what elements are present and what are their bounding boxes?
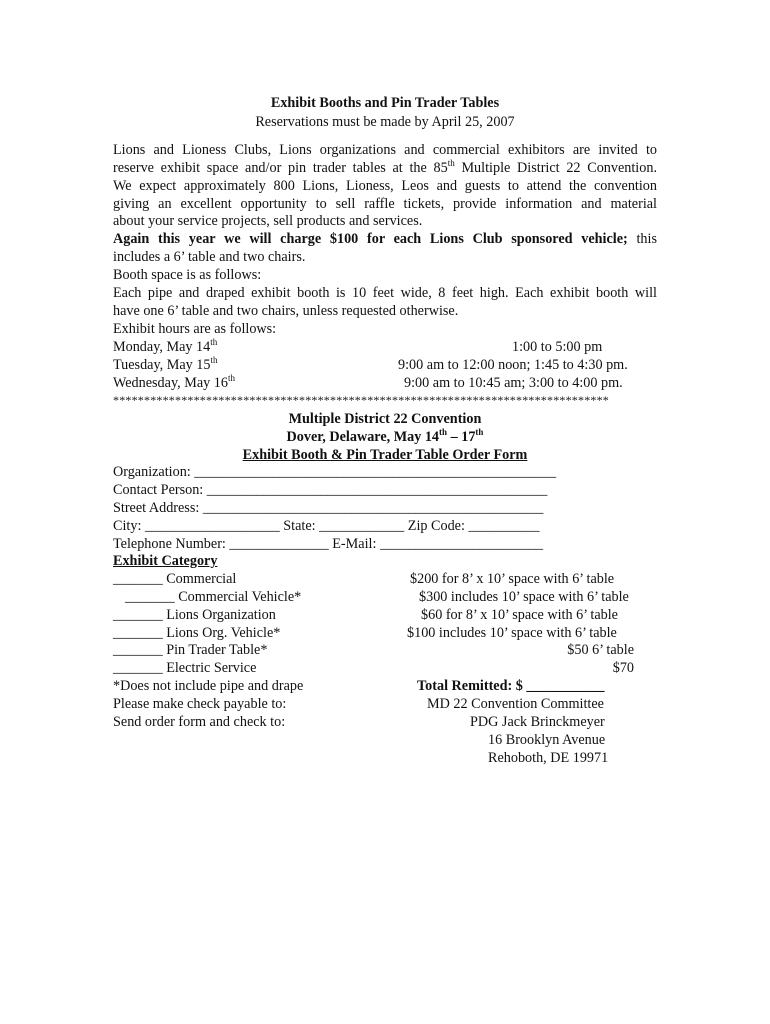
mailing-address-line: 16 Brooklyn Avenue <box>488 732 606 748</box>
intro-line-1: Lions and Lioness Clubs, Lions organizations and commercial exhibitors are invited to <box>113 142 657 158</box>
convention-name: Multiple District 22 Convention <box>288 411 482 427</box>
intro-line-2: reserve exhibit space and/or pin trader tables at the 85th Multiple District 22 Convention. <box>113 158 657 176</box>
hours-time: 1:00 to 5:00 pm <box>512 339 603 355</box>
intro-line-3: We expect approximately 800 Lions, Lioness, Leos and guests to attend the convention <box>113 178 657 194</box>
category-commercial[interactable]: _______ Commercial <box>113 571 237 587</box>
city-state-zip-field[interactable]: City: ___________________ State: ____________ Zip Code: __________ <box>113 518 540 534</box>
booth-line-2: have one 6’ table and two chairs, unless requested otherwise. <box>113 303 459 319</box>
hours-time: 9:00 am to 10:45 am; 3:00 to 4:00 pm. <box>404 375 623 391</box>
payee-name: MD 22 Convention Committee <box>427 696 604 712</box>
pipe-drape-note: *Does not include pipe and drape <box>113 678 304 694</box>
category-price: $50 6’ table <box>567 642 634 658</box>
exhibit-category-heading: Exhibit Category <box>113 553 218 569</box>
mailing-address-line: PDG Jack Brinckmeyer <box>470 714 605 730</box>
category-lions-org-vehicle[interactable]: _______ Lions Org. Vehicle* <box>113 625 281 641</box>
payable-note: Please make check payable to: <box>113 696 287 712</box>
phone-email-field[interactable]: Telephone Number: ______________ E-Mail: _______________________ <box>113 536 544 552</box>
intro-line-4: giving an excellent opportunity to sell raffle tickets, provide information and material <box>113 196 657 212</box>
category-price: $300 includes 10’ space with 6’ table <box>419 589 629 605</box>
booth-line-1: Each pipe and draped exhibit booth is 10 feet wide, 8 feet high. Each exhibit booth will <box>113 285 657 301</box>
category-price: $100 includes 10’ space with 6’ table <box>407 625 617 641</box>
hours-day: Monday, May 14th <box>113 337 218 355</box>
category-commercial-vehicle[interactable]: _______ Commercial Vehicle* <box>125 589 302 605</box>
contact-person-field[interactable]: Contact Person: ________________________________________________ <box>113 482 548 498</box>
mailing-address-line: Rehoboth, DE 19971 <box>488 750 609 766</box>
hours-day: Tuesday, May 15th <box>113 355 218 373</box>
reservation-deadline: Reservations must be made by April 25, 2007 <box>255 114 515 130</box>
order-form-title: Exhibit Booth & Pin Trader Table Order Form <box>242 447 528 463</box>
street-address-field[interactable]: Street Address: ________________________________________________ <box>113 500 544 516</box>
hours-heading: Exhibit hours are as follows: <box>113 321 277 337</box>
intro-line-5: about your service projects, sell products and services. <box>113 213 423 229</box>
category-price: $70 <box>612 660 634 676</box>
separator-stars: ******************************************************************************** <box>113 393 609 407</box>
convention-place: Dover, Delaware, May 14th – 17th <box>286 427 484 445</box>
organization-field[interactable]: Organization: ___________________________________________________ <box>113 464 557 480</box>
vehicle-fee-line-2: includes a 6’ table and two chairs. <box>113 249 306 265</box>
vehicle-fee-line: Again this year we will charge $100 for each Lions Club sponsored vehicle; this <box>113 231 657 247</box>
category-price: $200 for 8’ x 10’ space with 6’ table <box>410 571 615 587</box>
category-price: $60 for 8’ x 10’ space with 6’ table <box>421 607 618 623</box>
category-electric-service[interactable]: _______ Electric Service <box>113 660 257 676</box>
hours-time: 9:00 am to 12:00 noon; 1:45 to 4:30 pm. <box>398 357 628 373</box>
total-remitted-field[interactable]: Total Remitted: $ ___________ <box>417 678 605 694</box>
send-note: Send order form and check to: <box>113 714 286 730</box>
category-pin-trader-table[interactable]: _______ Pin Trader Table* <box>113 642 268 658</box>
booth-heading: Booth space is as follows: <box>113 267 262 283</box>
category-lions-organization[interactable]: _______ Lions Organization <box>113 607 276 623</box>
document-title: Exhibit Booths and Pin Trader Tables <box>270 95 500 111</box>
hours-day: Wednesday, May 16th <box>113 373 235 391</box>
